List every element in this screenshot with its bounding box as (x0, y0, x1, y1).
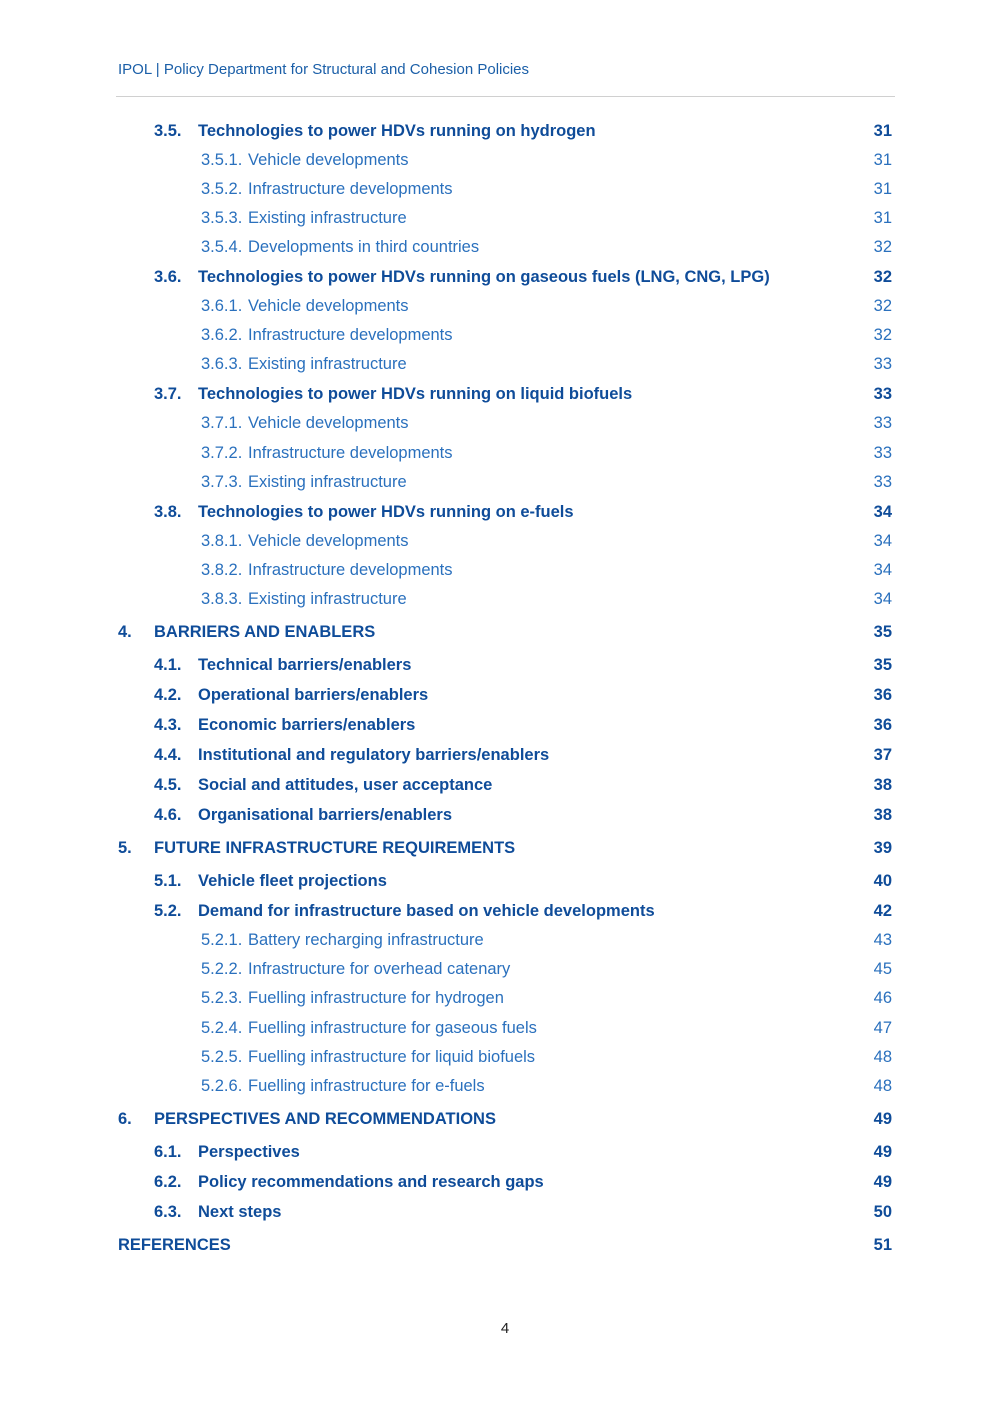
toc-entry-number: 3.7.2. (201, 444, 243, 462)
toc-entry-title: Vehicle developments (248, 414, 409, 432)
toc-entry-title: Vehicle developments (248, 151, 409, 169)
toc-entry-title: Infrastructure developments (248, 326, 453, 344)
toc-entry-page: 42 (873, 902, 892, 920)
toc-entry-number: 4.6. (154, 806, 182, 824)
toc-entry-page: 39 (873, 839, 892, 857)
toc-section-entry[interactable] (0, 713, 992, 737)
toc-section-entry[interactable] (0, 265, 992, 289)
toc-entry-number: 3.8.3. (201, 590, 243, 608)
toc-subsection-entry[interactable] (0, 323, 992, 347)
toc-chapter-entry[interactable] (0, 836, 992, 860)
toc-entry-number: 3.6.1. (201, 297, 243, 315)
toc-entry-number: 5.2.4. (201, 1019, 243, 1037)
toc-section-entry[interactable] (0, 382, 992, 406)
toc-entry-title: Technologies to power HDVs running on e-fuels (198, 503, 574, 521)
toc-entry-page: 33 (873, 355, 892, 373)
toc-entry-page: 32 (873, 297, 892, 315)
toc-subsection-entry[interactable] (0, 928, 992, 952)
toc-entry-page: 31 (873, 180, 892, 198)
toc-entry-number: 4.4. (154, 746, 182, 764)
toc-entry-title: PERSPECTIVES AND RECOMMENDATIONS (154, 1110, 496, 1128)
toc-entry-number: 5. (118, 839, 132, 857)
toc-entry-title: REFERENCES (118, 1236, 231, 1254)
toc-entry-number: 6. (118, 1110, 132, 1128)
toc-subsection-entry[interactable] (0, 1045, 992, 1069)
toc-subsection-entry[interactable] (0, 558, 992, 582)
toc-entry-page: 50 (873, 1203, 892, 1221)
toc-chapter-entry[interactable] (0, 620, 992, 644)
toc-section-entry[interactable] (0, 1140, 992, 1164)
toc-section-entry[interactable] (0, 500, 992, 524)
toc-subsection-entry[interactable] (0, 470, 992, 494)
toc-entry-number: 4.3. (154, 716, 182, 734)
toc-section-entry[interactable] (0, 899, 992, 923)
toc-subsection-entry[interactable] (0, 957, 992, 981)
toc-entry-number: 5.2.1. (201, 931, 243, 949)
toc-entry-number: 3.5.1. (201, 151, 243, 169)
toc-entry-number: 5.2.3. (201, 989, 243, 1007)
toc-entry-title: Infrastructure developments (248, 180, 453, 198)
toc-entry-number: 3.8.2. (201, 561, 243, 579)
toc-entry-title: Existing infrastructure (248, 355, 407, 373)
toc-chapter-entry[interactable] (0, 1107, 992, 1131)
toc-entry-page: 40 (873, 872, 892, 890)
toc-entry-number: 5.2.6. (201, 1077, 243, 1095)
toc-entry-page: 46 (873, 989, 892, 1007)
toc-entry-page: 32 (873, 238, 892, 256)
toc-subsection-entry[interactable] (0, 206, 992, 230)
toc-entry-page: 34 (873, 561, 892, 579)
toc-subsection-entry[interactable] (0, 986, 992, 1010)
toc-entry-number: 3.8. (154, 503, 182, 521)
toc-entry-page: 34 (873, 532, 892, 550)
toc-entry-number: 3.7.3. (201, 473, 243, 491)
toc-entry-page: 51 (873, 1236, 892, 1254)
toc-entry-number: 6.1. (154, 1143, 182, 1161)
toc-entry-number: 3.8.1. (201, 532, 243, 550)
toc-entry-page: 38 (873, 806, 892, 824)
toc-section-entry[interactable] (0, 1200, 992, 1224)
toc-entry-page: 49 (873, 1173, 892, 1191)
toc-entry-page: 49 (873, 1110, 892, 1128)
toc-entry-number: 3.5.4. (201, 238, 243, 256)
toc-entry-page: 35 (873, 623, 892, 641)
toc-entry-title: Fuelling infrastructure for e-fuels (248, 1077, 485, 1095)
toc-entry-page: 35 (873, 656, 892, 674)
toc-entry-number: 5.2.5. (201, 1048, 243, 1066)
toc-subsection-entry[interactable] (0, 587, 992, 611)
toc-entry-page: 33 (873, 414, 892, 432)
toc-entry-number: 3.6.3. (201, 355, 243, 373)
toc-entry-number: 3.5. (154, 122, 182, 140)
toc-entry-title: Next steps (198, 1203, 282, 1221)
toc-entry-page: 48 (873, 1077, 892, 1095)
toc-subsection-entry[interactable] (0, 294, 992, 318)
toc-subsection-entry[interactable] (0, 177, 992, 201)
toc-entry-number: 4. (118, 623, 132, 641)
toc-entry-title: Battery recharging infrastructure (248, 931, 484, 949)
toc-entry-title: Infrastructure for overhead catenary (248, 960, 511, 978)
toc-entry-title: Economic barriers/enablers (198, 716, 416, 734)
toc-entry-number: 4.1. (154, 656, 182, 674)
toc-entry-title: Existing infrastructure (248, 590, 407, 608)
toc-entry-page: 34 (873, 590, 892, 608)
toc-entry-page: 38 (873, 776, 892, 794)
toc-entry-title: Technical barriers/enablers (198, 656, 412, 674)
toc-entry-page: 36 (873, 716, 892, 734)
toc-entry-number: 3.6. (154, 268, 182, 286)
toc-section-entry[interactable] (0, 869, 992, 893)
toc-entry-page: 37 (873, 746, 892, 764)
toc-entry-page: 32 (873, 268, 892, 286)
toc-entry-number: 4.5. (154, 776, 182, 794)
toc-entry-number: 3.7. (154, 385, 182, 403)
page-number: 4 (500, 1320, 510, 1337)
toc-section-entry[interactable] (0, 653, 992, 677)
toc-subsection-entry[interactable] (0, 1074, 992, 1098)
toc-entry-title: Vehicle fleet projections (198, 872, 387, 890)
toc-entry-page: 31 (873, 151, 892, 169)
toc-entry-title: Fuelling infrastructure for hydrogen (248, 989, 504, 1007)
toc-entry-title: Existing infrastructure (248, 209, 407, 227)
toc-entry-number: 6.2. (154, 1173, 182, 1191)
toc-entry-page: 48 (873, 1048, 892, 1066)
toc-subsection-entry[interactable] (0, 1016, 992, 1040)
toc-section-entry[interactable] (0, 803, 992, 827)
toc-entry-number: 5.2.2. (201, 960, 243, 978)
toc-entry-page: 34 (873, 503, 892, 521)
toc-entry-title: Policy recommendations and research gaps (198, 1173, 544, 1191)
toc-section-entry[interactable] (0, 119, 992, 143)
toc-entry-number: 5.1. (154, 872, 182, 890)
toc-entry-page: 32 (873, 326, 892, 344)
toc-entry-title: Technologies to power HDVs running on liquid biofuels (198, 385, 633, 403)
toc-entry-page: 33 (873, 473, 892, 491)
toc-entry-title: Infrastructure developments (248, 444, 453, 462)
toc-subsection-entry[interactable] (0, 148, 992, 172)
toc-entry-title: Operational barriers/enablers (198, 686, 429, 704)
toc-subsection-entry[interactable] (0, 529, 992, 553)
toc-section-entry[interactable] (0, 743, 992, 767)
toc-entry-page: 47 (873, 1019, 892, 1037)
toc-entry-title: BARRIERS AND ENABLERS (154, 623, 376, 641)
toc-entry-number: 5.2. (154, 902, 182, 920)
toc-entry-page: 36 (873, 686, 892, 704)
toc-section-entry[interactable] (0, 773, 992, 797)
toc-subsection-entry[interactable] (0, 352, 992, 376)
running-header: IPOL | Policy Department for Structural and Cohesion Policies (118, 61, 530, 78)
toc-entry-page: 43 (873, 931, 892, 949)
toc-entry-title: Fuelling infrastructure for liquid biofuels (248, 1048, 536, 1066)
toc-entry-title: Infrastructure developments (248, 561, 453, 579)
toc-references-entry[interactable] (0, 1233, 992, 1257)
toc-subsection-entry[interactable] (0, 411, 992, 435)
toc-entry-title: Developments in third countries (248, 238, 480, 256)
toc-entry-title: Organisational barriers/enablers (198, 806, 453, 824)
toc-entry-title: Existing infrastructure (248, 473, 407, 491)
toc-entry-title: Institutional and regulatory barriers/enablers (198, 746, 550, 764)
toc-entry-page: 33 (873, 385, 892, 403)
toc-section-entry[interactable] (0, 1170, 992, 1194)
toc-entry-title: Perspectives (198, 1143, 300, 1161)
toc-subsection-entry[interactable] (0, 441, 992, 465)
toc-entry-title: Vehicle developments (248, 297, 409, 315)
toc-entry-page: 31 (873, 209, 892, 227)
toc-section-entry[interactable] (0, 683, 992, 707)
toc-entry-title: Technologies to power HDVs running on gaseous fuels (LNG, CNG, LPG) (198, 268, 770, 286)
toc-entry-title: Demand for infrastructure based on vehicle developments (198, 902, 655, 920)
toc-entry-number: 3.7.1. (201, 414, 243, 432)
toc-entry-number: 3.5.2. (201, 180, 243, 198)
toc-entry-page: 45 (873, 960, 892, 978)
toc-entry-title: Vehicle developments (248, 532, 409, 550)
toc-entry-number: 3.6.2. (201, 326, 243, 344)
toc-subsection-entry[interactable] (0, 235, 992, 259)
toc-entry-number: 4.2. (154, 686, 182, 704)
toc-entry-page: 33 (873, 444, 892, 462)
toc-entry-title: Fuelling infrastructure for gaseous fuels (248, 1019, 537, 1037)
toc-entry-number: 6.3. (154, 1203, 182, 1221)
toc-entry-number: 3.5.3. (201, 209, 243, 227)
toc-entry-title: FUTURE INFRASTRUCTURE REQUIREMENTS (154, 839, 516, 857)
toc-entry-title: Social and attitudes, user acceptance (198, 776, 493, 794)
header-divider (116, 96, 895, 97)
toc-entry-page: 31 (873, 122, 892, 140)
toc-entry-title: Technologies to power HDVs running on hydrogen (198, 122, 596, 140)
toc-entry-page: 49 (873, 1143, 892, 1161)
